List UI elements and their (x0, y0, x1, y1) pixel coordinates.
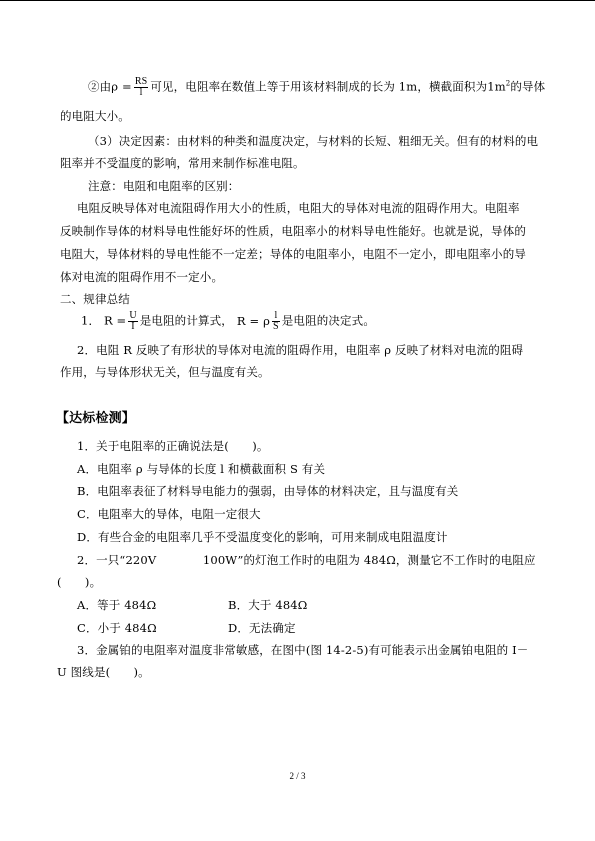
q2-option-b: B．大于 484Ω (228, 598, 308, 612)
formula-r-calc-text: 是电阻的计算式， (139, 313, 233, 328)
formula-r-def-fraction (272, 311, 280, 332)
note-line: 体对电流的阻碍作用不一定小。 (60, 270, 224, 284)
note-line: 电阻大，导体材料的导电性能不一定差；导体的电阻率小，电阻不一定小，即电阻率小的导 (60, 247, 526, 261)
q3-line2: U 图线是( )。 (57, 665, 150, 679)
factors-line1: （3）决定因素：由材料的种类和温度决定，与材料的长短、粗细无关。但有的材料的电 (88, 134, 539, 148)
formula-r-def-numerator: l (272, 311, 280, 322)
formula2-prefix: ②由ρ = (88, 79, 132, 94)
formula-r-def-lhs: R = ρ (236, 313, 271, 328)
formula2-denominator: l (139, 87, 143, 98)
formula2-line2: 的电阻大小。 (60, 109, 130, 123)
q2-option-c: C．小于 484Ω (77, 621, 157, 635)
formula2-suffix-a: 可见，电阻率在数值上等于用该材料制成的长为 1m，横截面积为1m (150, 79, 506, 94)
formula-r-calc-fraction (128, 311, 137, 332)
q1-option-d: D．有些合金的电阻率几乎不受温度变化的影响，可用来制成电阻温度计 (77, 530, 448, 544)
formula-r-calc-numerator: U (129, 310, 137, 321)
test-heading: 【达标检测】 (56, 411, 135, 426)
q1-option-c: C．电阻率大的导体，电阻一定很大 (77, 507, 261, 521)
formula2-superscript: 2 (505, 79, 511, 88)
note-line: 反映制作导体的材料导电性能好坏的性质，电阻率小的材料导电性能好。也就是说，导体的 (60, 224, 526, 238)
note-line: 电阻反映导体对电流阻碍作用大小的性质，电阻大的导体对电流的阻碍作用大。电阻率 (77, 201, 520, 215)
q2-option-d: D．无法确定 (228, 621, 296, 635)
page-number: 2 / 3 (289, 771, 306, 781)
formula-r-calc-denominator: I (131, 321, 135, 332)
formula-r-calc-lhs: R = (103, 313, 127, 328)
formula2-fraction (134, 77, 149, 98)
formula-r-def-denominator: S (273, 321, 279, 332)
formula2-numerator: RS (134, 76, 148, 87)
q3-line1: 3．金属铂的电阻率对温度非常敏感，在图中(图 14-2-5)有可能表示出金属铂电阻的 I－ (77, 643, 529, 657)
summary-item2-line2: 作用，与导体形状无关，但与温度有关。 (60, 365, 270, 379)
q1-option-a: A．电阻率 ρ 与导体的长度 l 和横截面积 S 有关 (77, 462, 326, 476)
note-title: 注意：电阻和电阻率的区别： (88, 179, 240, 193)
summary-item1-number: 1． (81, 313, 101, 328)
factors-line2: 阻率并不受温度的影响，常用来制作标准电阻。 (60, 156, 305, 170)
summary-title: 二、规律总结 (60, 292, 130, 306)
q2-option-a: A．等于 484Ω (77, 598, 157, 612)
q2-stem-line1: 2．一只“220V 100W”的灯泡工作时的电阻为 484Ω，测量它不工作时的电阻应 (77, 553, 536, 567)
summary-item2-line1: 2．电阻 R 反映了有形状的导体对电流的阻碍作用，电阻率 ρ 反映了材料对电流的阻碍 (77, 343, 524, 357)
q1-option-b: B．电阻率表征了材料导电能力的强弱，由导体的材料决定，且与温度有关 (77, 484, 459, 498)
summary-item1 (81, 311, 375, 332)
q2-stem-line2: ( )。 (57, 575, 102, 589)
formula2-line (88, 77, 545, 98)
top-border (0, 0, 595, 1)
formula2-suffix-b: 的导体 (510, 79, 546, 94)
formula-r-def-text: 是电阻的决定式。 (281, 313, 375, 328)
q1-stem: 1．关于电阻率的正确说法是( )。 (77, 439, 269, 453)
